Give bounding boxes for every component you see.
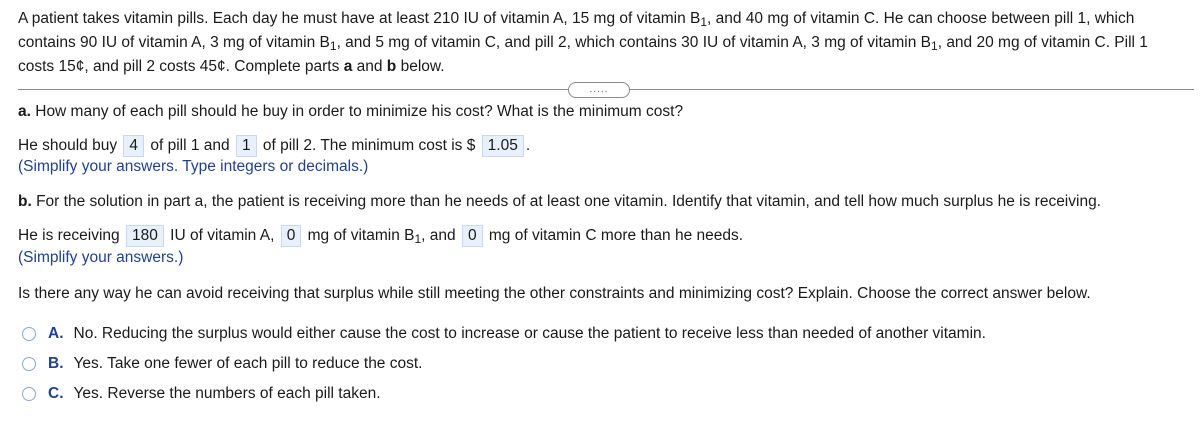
problem-text-2a: contains 90 IU of vitamin A, 3 mg of vitamin B (18, 34, 330, 51)
cost-answer-field[interactable]: 1.05 (482, 135, 524, 157)
subscript: 1 (700, 15, 708, 29)
answer-text: of pill 2. The minimum cost is $ (262, 137, 476, 154)
pill2-answer-field[interactable]: 1 (236, 135, 257, 157)
choice-c-option[interactable] (22, 385, 381, 403)
part-b-question (18, 193, 1101, 211)
part-b-answer-line (18, 225, 743, 247)
radio-button-icon[interactable] (22, 357, 36, 371)
part-a-hint: (Simplify your answers. Type integers or decimals.) (18, 158, 369, 175)
problem-text-2b: , and 5 mg of vitamin C, and pill 2, which contains 30 IU of vitamin A, 3 mg of vitamin B (336, 34, 932, 51)
part-ref-a: a (343, 58, 353, 75)
choice-letter: A. (48, 325, 64, 342)
problem-text-1a: A patient takes vitamin pills. Each day he must have at least 210 IU of vitamin A, 15 mg of vitamin B (18, 10, 701, 27)
part-a-answer-line (18, 135, 530, 157)
answer-text: , and (421, 227, 456, 244)
choice-letter: B. (48, 355, 64, 372)
answer-text: IU of vitamin A, (170, 227, 275, 244)
part-a-label: a. (18, 103, 31, 120)
part-ref-b: b (386, 58, 397, 75)
choice-text: No. Reducing the surplus would either cause the cost to increase or cause the patient to receive less than needed of another vitamin. (73, 325, 986, 342)
part-b-label: b. (18, 193, 32, 210)
problem-text-3end: below. (396, 58, 445, 75)
vitamin-c-surplus-field[interactable]: 0 (462, 225, 483, 247)
part-b-question-text: For the solution in part a, the patient is receiving more than he needs of at least one vitamin. Identify that vitamin, and tell how much surplus he is receiving. (31, 193, 1101, 210)
answer-text: mg of vitamin C more than he needs. (488, 227, 744, 244)
part-a-question-text: How many of each pill should he buy in order to minimize his cost? What is the minimum cost? (30, 103, 684, 120)
expand-toggle-button[interactable] (568, 82, 630, 98)
more-dots-icon: ..... (589, 84, 609, 95)
pill1-answer-field[interactable]: 4 (123, 135, 144, 157)
vitamin-a-surplus-field[interactable]: 180 (126, 225, 164, 247)
subscript: 1 (414, 232, 422, 246)
choice-b-option[interactable] (22, 355, 422, 373)
radio-button-icon[interactable] (22, 387, 36, 401)
radio-button-icon[interactable] (22, 327, 36, 341)
choice-text: Yes. Take one fewer of each pill to reduce the cost. (73, 355, 423, 372)
subscript: 1 (329, 39, 337, 53)
problem-text-1b: , and 40 mg of vitamin C. He can choose between pill 1, which (707, 10, 1135, 27)
part-b-hint: (Simplify your answers.) (18, 249, 184, 266)
choice-text: Yes. Reverse the numbers of each pill taken. (73, 385, 381, 402)
answer-text: He should buy (18, 137, 118, 154)
choice-letter: C. (48, 385, 64, 402)
problem-statement (18, 7, 1188, 79)
vitamin-b1-surplus-field[interactable]: 0 (281, 225, 302, 247)
problem-text-and: and (352, 58, 387, 75)
answer-text: mg of vitamin B (307, 227, 415, 244)
part-b-question-2: Is there any way he can avoid receiving that surplus while still meeting the other constraints and minimizing cost? Explain. Choose the correct answer below. (18, 285, 1091, 302)
problem-text-3a: costs 15¢, and pill 2 costs 45¢. Complete parts (18, 58, 344, 75)
answer-text: He is receiving (18, 227, 120, 244)
answer-text: . (525, 137, 531, 154)
subscript: 1 (931, 39, 938, 53)
part-a-question (18, 103, 683, 121)
choice-a-option[interactable] (22, 325, 986, 343)
answer-text: of pill 1 and (150, 137, 230, 154)
problem-text-2c: , and 20 mg of vitamin C. Pill 1 (937, 34, 1148, 51)
